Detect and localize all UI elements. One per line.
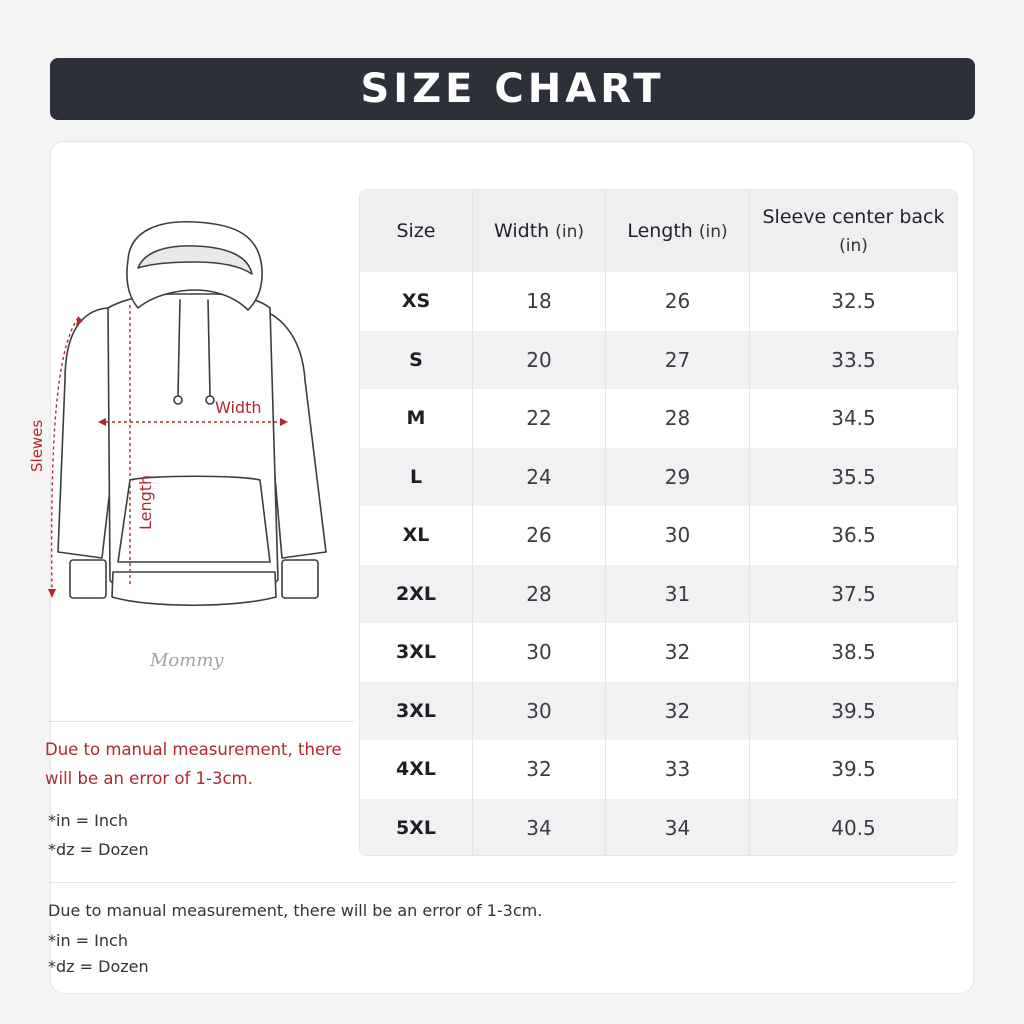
cell-length: 29	[606, 448, 750, 507]
cell-length: 34	[606, 799, 750, 857]
cell-length: 28	[606, 389, 750, 448]
header-width-unit: (in)	[555, 221, 584, 242]
header-sleeve-label: Sleeve center back	[762, 205, 945, 228]
table-row	[360, 331, 957, 390]
cell-width: 34	[473, 799, 606, 857]
watermark-logo: Mommy	[150, 650, 224, 671]
cell-width: 26	[473, 506, 606, 565]
width-label: Width	[215, 398, 262, 417]
cell-sleeve: 33.5	[831, 347, 876, 372]
cell-length: 26	[606, 272, 750, 331]
cell-size: 2XL	[360, 565, 473, 624]
cell-size: XL	[360, 506, 473, 565]
cell-size: 5XL	[360, 799, 473, 857]
cell-sleeve: 40.5	[831, 815, 876, 840]
cell-sleeve: 37.5	[831, 581, 876, 606]
table-row	[360, 623, 957, 682]
cell-sleeve: 32.5	[831, 289, 876, 314]
cell-sleeve: 36.5	[831, 523, 876, 548]
cell-sleeve: 35.5	[831, 464, 876, 489]
table-header-row	[360, 190, 957, 272]
cell-width: 30	[473, 682, 606, 741]
header-length-label: Length	[627, 219, 693, 242]
footer-abbr-inch: *in = Inch	[48, 931, 128, 950]
illustration-divider	[48, 721, 354, 722]
sleeves-label: Slewes	[28, 419, 46, 472]
header-width-label: Width	[493, 219, 550, 242]
cell-sleeve: 39.5	[831, 757, 876, 782]
cell-size: M	[360, 389, 473, 448]
cell-length: 32	[606, 682, 750, 741]
header-size-label: Size	[396, 220, 436, 242]
cell-length: 27	[606, 331, 750, 390]
cell-width: 20	[473, 331, 606, 390]
cell-size: L	[360, 448, 473, 507]
header-sleeve	[750, 190, 957, 272]
table-row	[360, 565, 957, 624]
table-row	[360, 799, 957, 857]
table-row	[360, 448, 957, 507]
abbr-dozen-note: *dz = Dozen	[48, 840, 149, 859]
cell-size: 3XL	[360, 623, 473, 682]
page-header	[50, 58, 975, 120]
footer-abbr-dozen: *dz = Dozen	[48, 957, 149, 976]
measurement-error-note: Due to manual measurement, there will be an error of 1-3cm.	[45, 740, 342, 788]
cell-width: 30	[473, 623, 606, 682]
table-row	[360, 272, 957, 331]
footer-notes	[48, 898, 542, 980]
header-width	[473, 190, 606, 272]
table-row	[360, 682, 957, 741]
cell-length: 32	[606, 623, 750, 682]
table-row	[360, 506, 957, 565]
table-body	[360, 272, 957, 856]
header-size	[360, 190, 473, 272]
length-label: Length	[136, 474, 155, 530]
footer-divider	[48, 882, 956, 883]
cell-length: 31	[606, 565, 750, 624]
cell-sleeve: 34.5	[831, 406, 876, 431]
size-table	[359, 189, 958, 856]
abbr-inch-note: *in = Inch	[48, 811, 128, 830]
footer-error-note: Due to manual measurement, there will be an error of 1-3cm.	[48, 901, 543, 920]
cell-width: 18	[473, 272, 606, 331]
cell-width: 32	[473, 740, 606, 799]
table-row	[360, 740, 957, 799]
cell-sleeve: 38.5	[831, 640, 876, 665]
cell-length: 30	[606, 506, 750, 565]
hoodie-illustration	[20, 190, 340, 690]
cell-size: 3XL	[360, 682, 473, 741]
table-row	[360, 389, 957, 448]
cell-size: XS	[360, 272, 473, 331]
header-length	[606, 190, 750, 272]
cell-width: 22	[473, 389, 606, 448]
page-title: SIZE CHART	[360, 66, 665, 112]
cell-length: 33	[606, 740, 750, 799]
cell-sleeve: 39.5	[831, 698, 876, 723]
cell-size: S	[360, 331, 473, 390]
header-sleeve-unit: (in)	[839, 235, 868, 256]
header-length-unit: (in)	[698, 221, 728, 242]
cell-width: 28	[473, 565, 606, 624]
cell-width: 24	[473, 448, 606, 507]
cell-size: 4XL	[360, 740, 473, 799]
